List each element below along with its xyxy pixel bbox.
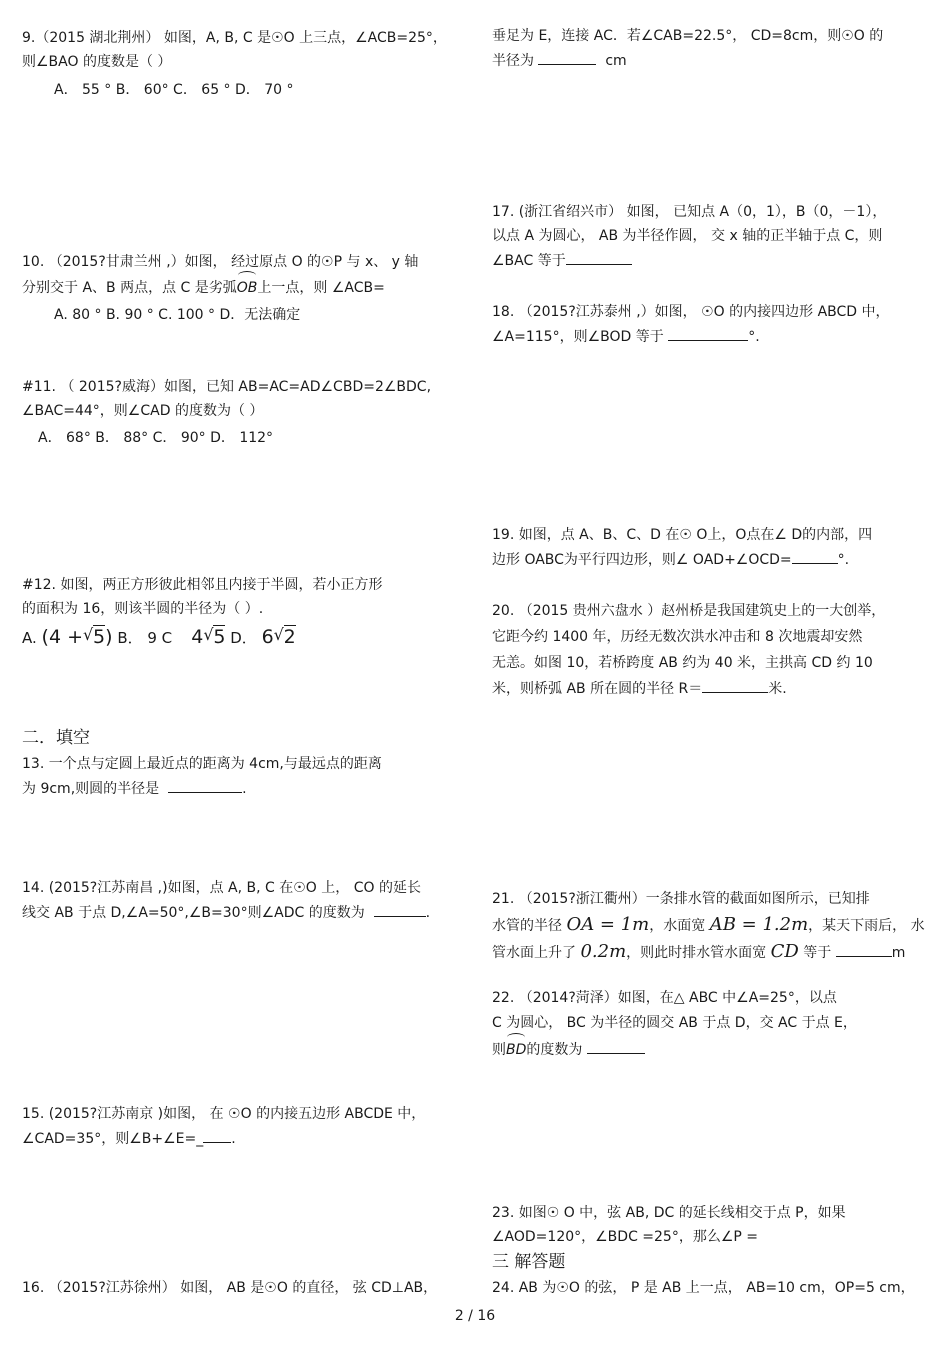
q18-line2: ∠A=115°，则∠BOD 等于 °. bbox=[492, 324, 932, 349]
q18-line1: 18. （2015?江苏泰州 ,）如图， ☉O 的内接四边形 ABCD 中， bbox=[492, 304, 890, 320]
question-19 bbox=[492, 523, 932, 572]
q10-options: A. 80 ° B. 90 ° C. 100 ° D．无法确定 bbox=[54, 307, 301, 323]
q21-line2: 水管的半径 OA = 1m，水面宽 AB = 1.2m，某天下雨后， 水 bbox=[492, 914, 925, 935]
q21-rise-value: 0.2m bbox=[580, 941, 627, 962]
q22-line3: 则BD的度数为 bbox=[492, 1036, 932, 1063]
q12-line1: #12. 如图，两正方形彼此相邻且内接于半圆，若小正方形 bbox=[22, 577, 383, 593]
q9-line2: 则∠BAO 的度数是（ ） bbox=[22, 54, 172, 70]
q15-line2: ∠CAD=35°，则∠B+∠E=_ . bbox=[22, 1126, 462, 1151]
q14-line2: 线交 AB 于点 D,∠A=50°,∠B=30°则∠ADC 的度数为 . bbox=[22, 900, 462, 925]
q21-line3: 管水面上升了 0.2m，则此时排水管水面宽 CD 等于 m bbox=[492, 941, 906, 962]
q22-arc-bd: BD bbox=[506, 1036, 526, 1063]
question-16-continued bbox=[492, 24, 932, 73]
q20-line3: 无恙。如图 10，若桥跨度 AB 约为 40 米，主拱高 CD 约 10 bbox=[492, 655, 873, 671]
q12-options bbox=[22, 625, 462, 650]
question-22 bbox=[492, 986, 932, 1063]
question-16 bbox=[22, 1276, 462, 1300]
q12-option-c-coef: 4 bbox=[191, 626, 204, 648]
q12-option-a-open: (4 + bbox=[41, 626, 84, 648]
q15-line1: 15. (2015?江苏南京 )如图， 在 ☉O 的内接五边形 ABCDE 中， bbox=[22, 1106, 426, 1122]
q12-line2: 的面积为 16，则该半圆的半径为（ ）. bbox=[22, 601, 264, 617]
q17-line3: ∠BAC 等于 bbox=[492, 248, 932, 273]
q12-option-b: B． 9 C bbox=[117, 629, 173, 647]
q17-answer-blank bbox=[566, 248, 632, 265]
question-18 bbox=[492, 300, 932, 349]
section-answer-heading: 三 解答题 bbox=[492, 1252, 566, 1272]
section-fill-in-heading: 二．填空 bbox=[22, 728, 90, 748]
q20-answer-blank bbox=[702, 676, 768, 693]
question-17 bbox=[492, 200, 932, 273]
q10-line2-post: 上一点，则 ∠ACB= bbox=[257, 280, 385, 296]
q13-line2: 为 9cm,则圆的半径是 . bbox=[22, 776, 462, 801]
q10-line2-pre: 分别交于 A、B 两点，点 C 是劣弧 bbox=[22, 280, 237, 296]
q16-line1: 16. （2015?江苏徐州） 如图， AB 是☉O 的直径， 弦 CD⊥AB， bbox=[22, 1280, 438, 1296]
q13-answer-blank bbox=[168, 776, 242, 793]
q14-line1: 14. (2015?江苏南昌 ,)如图，点 A, B, C 在☉O 上， CO 的延长 bbox=[22, 880, 421, 896]
q9-options: A． 55 ° B． 60° C． 65 ° D． 70 ° bbox=[54, 82, 294, 98]
q20-line1: 20. （2015 贵州六盘水 ）赵州桥是我国建筑史上的一大创举， bbox=[492, 603, 886, 619]
q24-line1: 24. AB 为☉O 的弦， P 是 AB 上一点， AB=10 cm，OP=5 cm， bbox=[492, 1280, 915, 1296]
q12-option-d-coef: 6 bbox=[261, 626, 274, 648]
q20-line4: 米，则桥弧 AB 所在圆的半径 R＝ 米. bbox=[492, 676, 932, 702]
q19-line2: 边形 OABC为平行四边形，则∠ OAD+∠OCD= °. bbox=[492, 547, 932, 572]
q22-line2: C 为圆心， BC 为半径的圆交 AB 于点 D，交 AC 于点 E， bbox=[492, 1015, 857, 1031]
question-15 bbox=[22, 1102, 462, 1151]
q21-ab-value: AB = 1.2m bbox=[709, 914, 809, 935]
q11-line1: #11. （ 2015?威海）如图，已知 AB=AC=AD∠CBD=2∠BDC, bbox=[22, 379, 432, 395]
q10-line2 bbox=[22, 274, 462, 300]
q10-arc-ob: OB bbox=[237, 274, 258, 300]
q20-line2: 它距今约 1400 年，历经无数次洪水冲击和 8 次地震却安然 bbox=[492, 629, 863, 645]
page-number: 2 / 16 bbox=[454, 1308, 496, 1324]
q10-line1: 10. （2015?甘肃兰州 ,）如图， 经过原点 O 的☉P 与 x、 y 轴 bbox=[22, 254, 419, 270]
question-11 bbox=[22, 375, 462, 450]
q11-options: A． 68° B． 88° C． 90° D． 112° bbox=[38, 430, 274, 446]
q12-option-c-sqrt: √ 5 bbox=[203, 625, 225, 649]
q21-line1: 21. （2015?浙江衢州）一条排水管的截面如图所示，已知排 bbox=[492, 891, 870, 907]
q11-line2: ∠BAC=44°，则∠CAD 的度数为（ ） bbox=[22, 403, 264, 419]
q16-answer-blank bbox=[538, 48, 596, 65]
q12-option-d-sqrt: √ 2 bbox=[274, 625, 296, 649]
q18-answer-blank bbox=[668, 324, 748, 341]
q22-line1: 22. （2014?菏泽）如图，在△ ABC 中∠A=25°，以点 bbox=[492, 990, 837, 1006]
q13-line1: 13. 一个点与定圆上最近点的距离为 4cm,与最远点的距离 bbox=[22, 756, 382, 772]
question-14 bbox=[22, 876, 462, 925]
q23-line1: 23. 如图☉ O 中，弦 AB, DC 的延长线相交于点 P，如果 bbox=[492, 1205, 846, 1221]
q17-line2: 以点 A 为圆心， AB 为半径作圆， 交 x 轴的正半轴于点 C，则 bbox=[492, 228, 883, 244]
q14-answer-blank bbox=[374, 900, 426, 917]
q19-line1: 19. 如图，点 A、B、C、D 在☉ O上，O点在∠ D的内部，四 bbox=[492, 527, 873, 543]
q12-option-a-close: ) bbox=[105, 626, 113, 648]
q22-answer-blank bbox=[587, 1037, 645, 1054]
question-24 bbox=[492, 1276, 932, 1300]
question-10 bbox=[22, 250, 462, 327]
question-20 bbox=[492, 598, 932, 702]
q19-answer-blank bbox=[792, 547, 838, 564]
q12-option-a-sqrt: √ 5 bbox=[83, 625, 105, 649]
question-9 bbox=[22, 26, 462, 102]
q16-cont-line1: 垂足为 E，连接 AC．若∠CAB=22.5°， CD=8cm，则☉O 的 bbox=[492, 28, 884, 44]
q9-line1: 9.（2015 湖北荆州） 如图，A, B, C 是☉O 上三点，∠ACB=25°， bbox=[22, 30, 447, 46]
question-12 bbox=[22, 573, 462, 650]
q21-answer-blank bbox=[836, 940, 892, 957]
question-13 bbox=[22, 752, 462, 801]
q21-oa-value: OA = 1m bbox=[566, 914, 650, 935]
q21-cd-label: CD bbox=[770, 941, 799, 962]
question-23 bbox=[492, 1201, 932, 1249]
q23-line2: ∠AOD=120°，∠BDC =25°，那么∠P = bbox=[492, 1229, 759, 1245]
q12-option-d-label: D． bbox=[230, 629, 257, 647]
q12-option-a-label: A. bbox=[22, 629, 37, 647]
q16-cont-line2: 半径为 cm bbox=[492, 48, 932, 73]
q17-line1: 17. (浙江省绍兴市） 如图， 已知点 A（0，1），B（0，－1）， bbox=[492, 204, 887, 220]
question-21 bbox=[492, 886, 932, 966]
q15-answer-blank bbox=[203, 1126, 231, 1143]
